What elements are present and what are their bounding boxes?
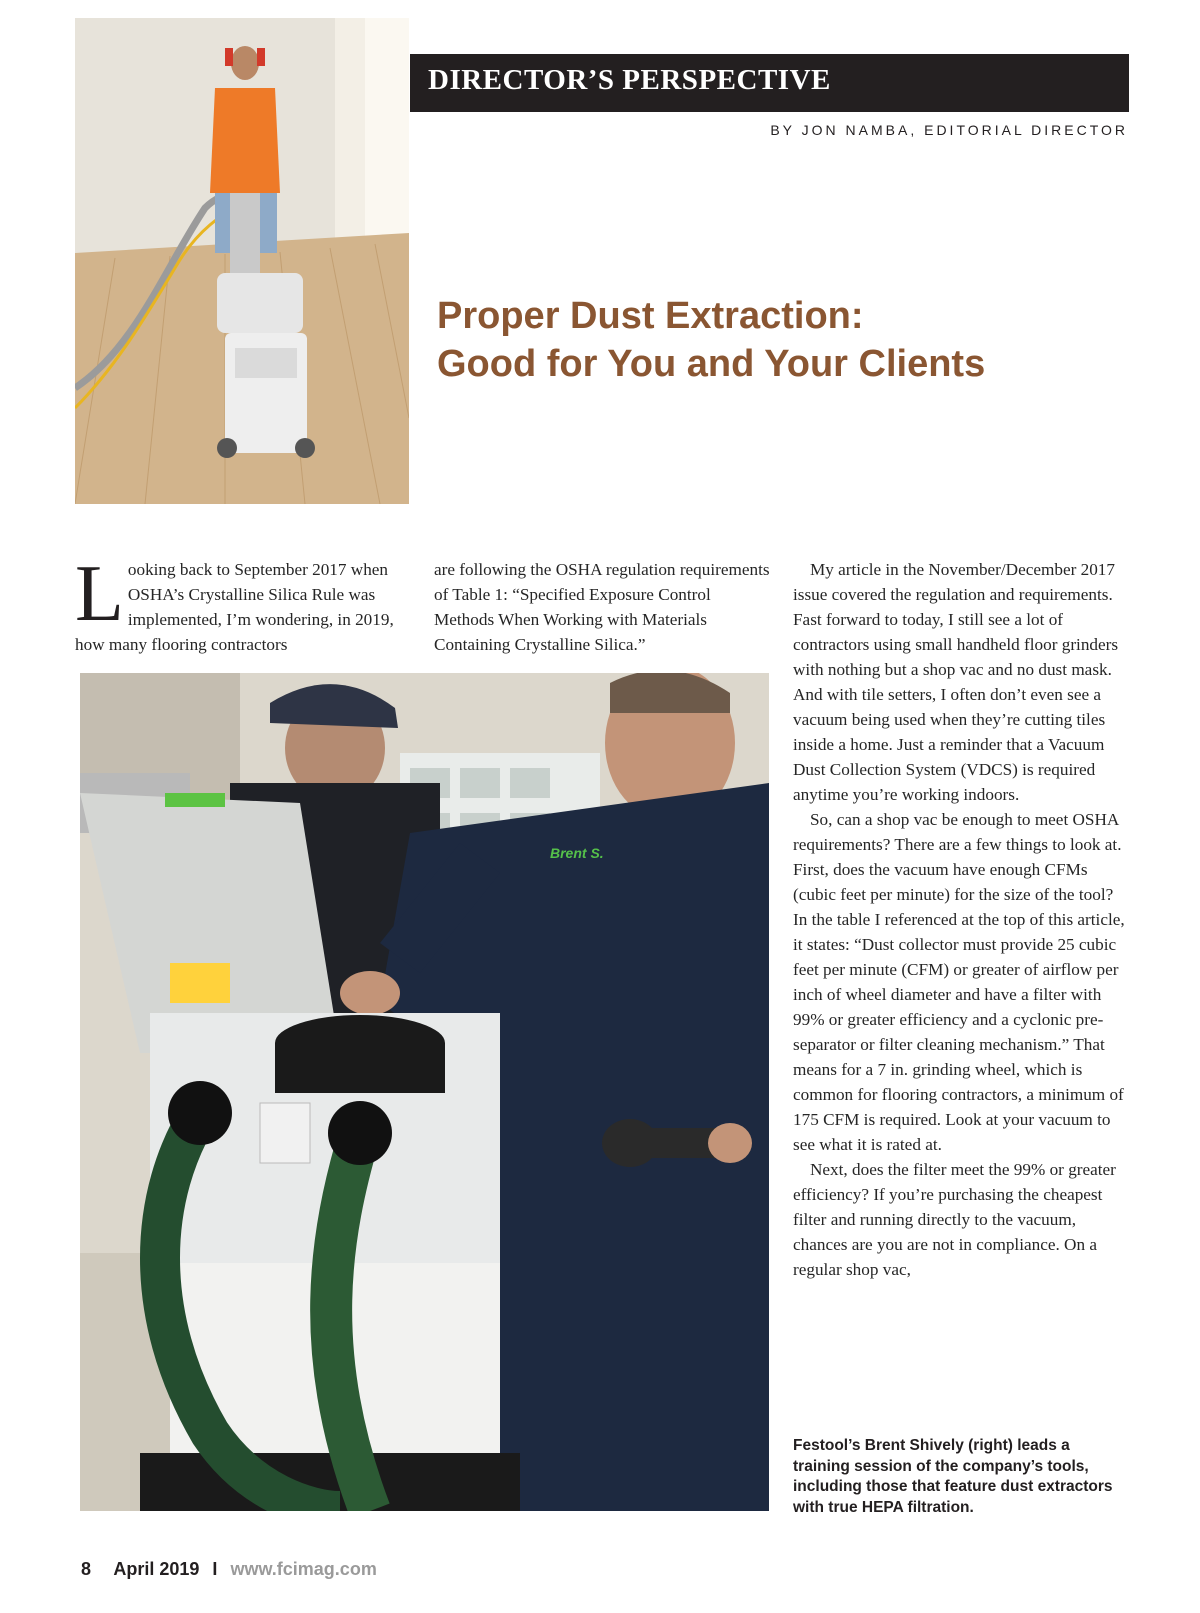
drop-cap: L [75, 550, 124, 638]
headline-line-1: Proper Dust Extraction: [437, 295, 864, 337]
column-3-paragraph-2: So, can a shop vac be enough to meet OSHA requirements? There are a few things to look at. First, does the vacuum have enough CFMs (cubic feet per minute) for the size of the tool? In the table I referenced at the top of this article, it states: “Dust collector must provide 25 cubic feet per minute (CFM) or greater of airflow per inch of wheel diameter and have a filter with 99% or greater efficiency and a cyclonic pre-separator or filter cleaning mechanism.” That means for a 7 in. grinding wheel, which is common for flooring contractors, a minimum of 175 CFM is required. Look at your vacuum to see what it is rated at. [793, 810, 1125, 1154]
shirt-name-text: Brent S. [550, 845, 604, 861]
training-session-photo [80, 673, 769, 1511]
page-number: 8 [81, 1559, 92, 1579]
section-header [410, 54, 1129, 112]
headline-line-2: Good for You and Your Clients [437, 343, 986, 385]
floor-sander-photo [75, 18, 409, 504]
byline: BY JON NAMBA, EDITORIAL DIRECTOR [770, 122, 1128, 138]
column-3-paragraph-3: Next, does the filter meet the 99% or greater efficiency? If you’re purchasing the cheapest filter and running directly to the vacuum, chances are you are not in compliance. On a regular shop vac, [793, 1160, 1116, 1279]
issue-date: April 2019 [113, 1559, 200, 1579]
article-column-2 [434, 557, 774, 657]
footer-separator: I [212, 1559, 218, 1579]
column-1-text: ooking back to September 2017 when OSHA’s Crystalline Silica Rule was implemented, I’m wondering, in 2019, how many flooring contractors [75, 560, 394, 654]
column-3-paragraph-1: My article in the November/December 2017 issue covered the regulation and requirements. Fast forward to today, I still see a lot of contractors using small handheld floor grinders with nothing but a shop vac and no dust mask. And with tile setters, I often don’t even see a vacuum being used when they’re cutting tiles inside a home. Just a reminder that a Vacuum Dust Collection System (VDCS) is required anytime you’re working indoors. [793, 560, 1119, 804]
page-footer [81, 1559, 377, 1580]
article-column-1 [75, 550, 415, 657]
website-link[interactable]: www.fcimag.com [230, 1559, 377, 1579]
column-2-text: are following the OSHA regulation requirements of Table 1: “Specified Exposure Control Methods When Working with Materials Containing Crystalline Silica.” [434, 560, 770, 654]
article-column-3 [793, 557, 1129, 1282]
photo-caption: Festool’s Brent Shively (right) leads a training session of the company’s tools, including those that feature dust extractors with true HEPA filtration. [793, 1437, 1113, 1516]
article-headline [437, 292, 1127, 388]
section-title: DIRECTOR’S PERSPECTIVE [428, 64, 831, 96]
